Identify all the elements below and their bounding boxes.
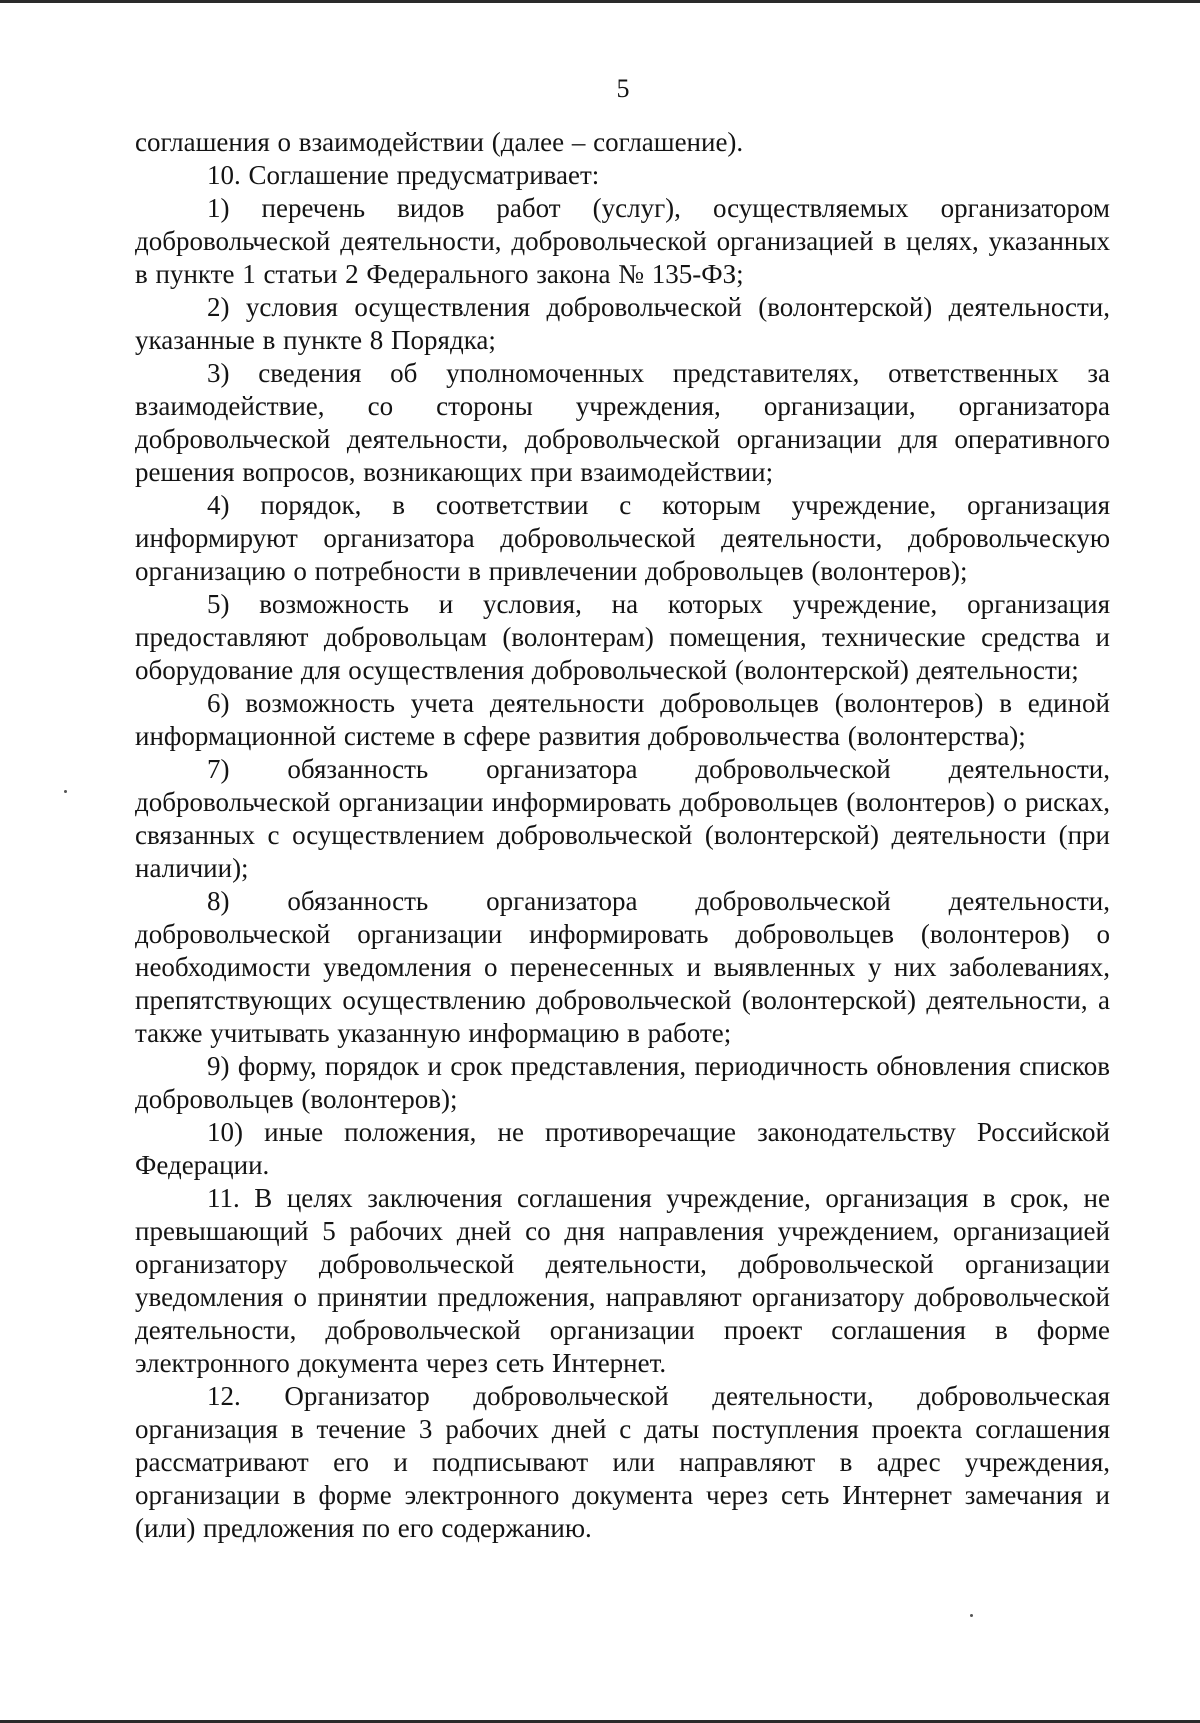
list-item-9: 9) форму, порядок и срок представления, периодичность обновления списков добровольцев (волонтеров); xyxy=(135,1051,1110,1114)
list-item-7: 7) обязанность организатора добровольческой деятельности, добровольческой организации информировать добровольцев (волонтеров) о рисках, связанных с осуществлением добровольческой (волонтерской) деятельности (при наличии); xyxy=(135,754,1110,883)
scan-speck xyxy=(64,790,67,793)
list-item-2: 2) условия осуществления добровольческой (волонтерской) деятельности, указанные в пункте 8 Порядка; xyxy=(135,292,1110,355)
list-item-1: 1) перечень видов работ (услуг), осуществляемых организатором добровольческой деятельности, добровольческой организацией в целях, указанных в пункте 1 статьи 2 Федерального закона № 135-ФЗ; xyxy=(135,193,1110,289)
paragraph-11: 11. В целях заключения соглашения учреждение, организация в срок, не превышающий 5 рабочих дней со дня направления учреждением, организацией организатору добровольческой деятельности, добровольческой организации уведомления о принятии предложения, направляют организатору добровольческой деятельности, добровольческой организации проект соглашения в форме электронного документа через сеть Интернет. xyxy=(135,1183,1110,1378)
page-number: 5 xyxy=(616,74,630,103)
paragraph-12: 12. Организатор добровольческой деятельности, добровольческая организация в течение 3 рабочих дней с даты поступления проекта соглашения рассматривают его и подписывают или направляют в адрес учреждения, организации в форме электронного документа через сеть Интернет замечания и (или) предложения по его содержанию. xyxy=(135,1381,1110,1543)
list-item-3: 3) сведения об уполномоченных представителях, ответственных за взаимодействие, со стороны учреждения, организации, организатора добровольческой деятельности, добровольческой организации для оперативного решения вопросов, возникающих при взаимодействии; xyxy=(135,358,1110,487)
list-item-6: 6) возможность учета деятельности добровольцев (волонтеров) в единой информационной системе в сфере развития добровольчества (волонтерства); xyxy=(135,688,1110,751)
scan-top-edge xyxy=(0,0,1200,3)
document-body xyxy=(135,126,1110,1545)
paragraph-continuation: соглашения о взаимодействии (далее – соглашение). xyxy=(135,127,744,157)
list-item-4: 4) порядок, в соответствии с которым учреждение, организация информируют организатора добровольческой деятельности, добровольческую организацию о потребности в привлечении добровольцев (волонтеров); xyxy=(135,490,1110,586)
scan-speck xyxy=(970,1614,973,1617)
list-item-5: 5) возможность и условия, на которых учреждение, организация предоставляют добровольцам (волонтерам) помещения, технические средства и оборудование для осуществления добровольческой (волонтерской) деятельности; xyxy=(135,589,1110,685)
paragraph-10-heading: 10. Соглашение предусматривает: xyxy=(207,160,600,190)
list-item-8: 8) обязанность организатора добровольческой деятельности, добровольческой организации информировать добровольцев (волонтеров) о необходимости уведомления о перенесенных и выявленных у них заболеваниях, препятствующих осуществлению добровольческой (волонтерской) деятельности, а также учитывать указанную информацию в работе; xyxy=(135,886,1110,1048)
list-item-10: 10) иные положения, не противоречащие законодательству Российской Федерации. xyxy=(135,1117,1110,1180)
